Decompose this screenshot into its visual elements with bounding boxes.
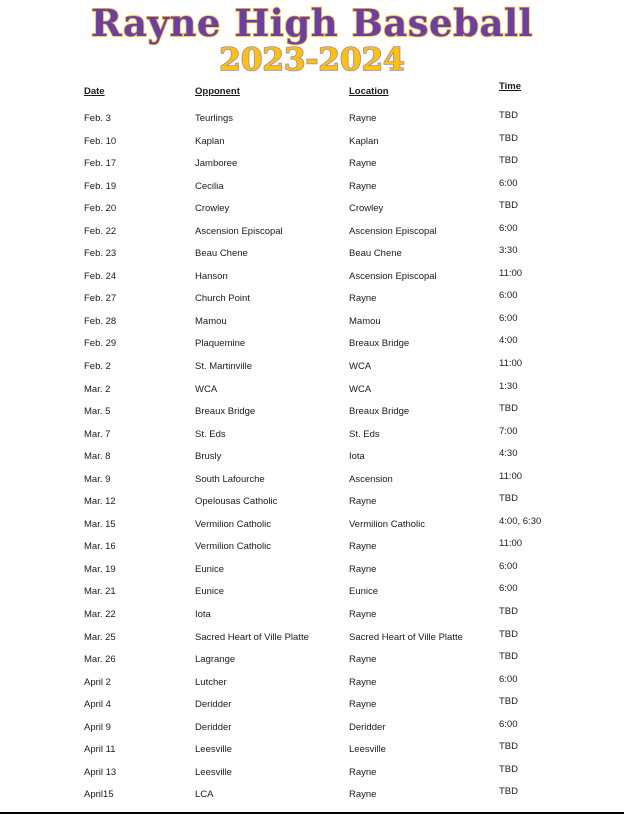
cell-opponent: St. Eds — [195, 428, 226, 440]
cell-time: 7:00 — [499, 425, 518, 437]
cell-opponent: Church Point — [195, 293, 250, 305]
cell-location: Beau Chene — [349, 248, 402, 260]
cell-location: Crowley — [349, 203, 384, 215]
bottom-divider — [0, 812, 624, 814]
cell-date: Mar. 2 — [84, 383, 111, 395]
cell-date: Feb. 29 — [84, 338, 117, 350]
cell-location: Rayne — [349, 113, 377, 124]
cell-date: Feb. 27 — [84, 293, 117, 305]
cell-opponent: Lagrange — [195, 654, 236, 666]
cell-date: Feb. 3 — [84, 113, 111, 124]
cell-time: 1:30 — [499, 380, 518, 392]
cell-date: Mar. 16 — [84, 541, 116, 553]
table-row — [0, 403, 624, 429]
cell-date: Mar. 7 — [84, 428, 111, 440]
column-header-date: Date — [84, 86, 105, 97]
cell-date: Feb. 10 — [84, 135, 117, 147]
table-row — [0, 155, 624, 181]
cell-opponent: Deridder — [195, 699, 232, 711]
cell-time: 4:00, 6:30 — [499, 515, 542, 527]
cell-date: Mar. 12 — [84, 496, 116, 508]
cell-date: Mar. 15 — [84, 518, 116, 530]
cell-date: Feb. 24 — [84, 270, 117, 282]
cell-location: WCA — [349, 383, 372, 395]
cell-time: 6:00 — [499, 290, 518, 302]
cell-date: Feb. 23 — [84, 248, 117, 260]
cell-time: 11:00 — [499, 358, 523, 370]
table-row — [0, 763, 624, 790]
table-row — [0, 583, 624, 609]
table-row — [0, 245, 624, 271]
cell-time: TBD — [499, 696, 518, 708]
cell-opponent: Teurlings — [195, 113, 234, 124]
cell-time: TBD — [499, 741, 518, 753]
cell-opponent: Cecilia — [195, 180, 224, 192]
cell-opponent: Plaquemine — [195, 338, 246, 350]
table-row — [0, 606, 624, 632]
table-row — [0, 786, 624, 812]
cell-time: 6:00 — [499, 177, 518, 189]
table-row — [0, 741, 624, 767]
cell-time: 4:00 — [499, 335, 518, 347]
column-header-opponent: Opponent — [195, 86, 240, 97]
cell-opponent: Breaux Bridge — [195, 406, 256, 418]
cell-opponent: Beau Chene — [195, 248, 248, 260]
table-row — [0, 267, 624, 294]
cell-opponent: South Lafourche — [195, 473, 265, 485]
schedule-table — [0, 81, 624, 812]
cell-opponent: WCA — [195, 383, 218, 395]
table-row — [0, 718, 624, 745]
cell-location: Eunice — [349, 586, 379, 598]
cell-opponent: Leesville — [195, 744, 232, 756]
table-row — [0, 628, 624, 655]
cell-date: April 9 — [84, 721, 111, 733]
cell-location: Rayne — [349, 789, 377, 801]
table-row — [0, 448, 624, 474]
table-row — [0, 380, 624, 407]
cell-opponent: St. Martinville — [195, 361, 253, 373]
cell-location: Ascension Episcopal — [349, 225, 437, 237]
cell-opponent: Vermilion Catholic — [195, 541, 272, 553]
cell-location: Rayne — [349, 496, 377, 508]
cell-opponent: Leesville — [195, 766, 232, 778]
cell-opponent: Hanson — [195, 270, 228, 282]
table-row — [0, 515, 624, 542]
cell-time: 11:00 — [499, 538, 523, 550]
cell-date: Feb. 19 — [84, 180, 117, 192]
cell-time: 6:00 — [499, 560, 518, 572]
cell-date: April 4 — [84, 699, 111, 711]
cell-date: April15 — [84, 789, 114, 801]
cell-opponent: LCA — [195, 789, 214, 801]
cell-opponent: Ascension Episcopal — [195, 225, 283, 237]
cell-opponent: Eunice — [195, 586, 225, 598]
cell-opponent: Iota — [195, 609, 211, 621]
table-row — [0, 177, 624, 204]
table-row — [0, 560, 624, 587]
table-row — [0, 696, 624, 722]
cell-time: 11:00 — [499, 470, 523, 482]
cell-opponent: Opelousas Catholic — [195, 496, 278, 508]
cell-date: April 2 — [84, 676, 111, 688]
cell-location: Rayne — [349, 180, 377, 192]
cell-opponent: Sacred Heart of Ville Platte — [195, 631, 309, 643]
table-row — [0, 538, 624, 564]
cell-date: April 13 — [84, 766, 117, 778]
cell-location: Rayne — [349, 563, 377, 575]
table-row — [0, 312, 624, 339]
table-row — [0, 651, 624, 677]
column-header-time: Time — [499, 81, 522, 92]
cell-date: Feb. 20 — [84, 203, 117, 215]
table-row — [0, 470, 624, 497]
cell-date: Mar. 9 — [84, 473, 111, 485]
cell-time: TBD — [499, 155, 518, 167]
cell-date: Mar. 19 — [84, 563, 116, 575]
cell-location: Vermilion Catholic — [349, 518, 426, 530]
table-row — [0, 200, 624, 226]
cell-time: 4:30 — [499, 448, 518, 460]
cell-time: 3:30 — [499, 245, 518, 257]
cell-date: Mar. 25 — [84, 631, 116, 643]
cell-date: April 11 — [84, 744, 116, 756]
cell-time: TBD — [499, 403, 518, 415]
cell-date: Feb. 17 — [84, 158, 117, 170]
cell-opponent: Lutcher — [195, 676, 227, 688]
table-row — [0, 132, 624, 159]
cell-opponent: Kaplan — [195, 135, 225, 147]
cell-date: Mar. 26 — [84, 654, 116, 666]
cell-date: Feb. 22 — [84, 225, 117, 237]
cell-location: Deridder — [349, 721, 386, 733]
cell-opponent: Mamou — [195, 315, 227, 327]
cell-location: Rayne — [349, 766, 377, 778]
table-body — [0, 110, 624, 812]
cell-time: 6:00 — [499, 222, 518, 234]
cell-time: 6:00 — [499, 673, 518, 685]
cell-location: Kaplan — [349, 135, 379, 147]
cell-location: Ascension — [349, 473, 393, 485]
cell-date: Mar. 8 — [84, 451, 111, 463]
table-row — [0, 222, 624, 249]
cell-location: Ascension Episcopal — [349, 270, 437, 282]
cell-location: Rayne — [349, 676, 377, 688]
cell-time: TBD — [499, 132, 518, 144]
table-row — [0, 673, 624, 700]
table-row — [0, 290, 624, 316]
cell-location: Rayne — [349, 699, 377, 711]
cell-location: Sacred Heart of Ville Platte — [349, 631, 463, 643]
table-row — [0, 358, 624, 384]
table-row — [0, 110, 624, 136]
cell-time: 6:00 — [499, 583, 518, 595]
cell-time: TBD — [499, 628, 518, 640]
page-title: Rayne High Baseball — [90, 1, 534, 45]
cell-location: St. Eds — [349, 428, 380, 440]
cell-location: Rayne — [349, 158, 377, 170]
cell-location: Rayne — [349, 609, 377, 621]
cell-date: Feb. 28 — [84, 315, 117, 327]
table-row — [0, 335, 624, 361]
cell-location: Leesville — [349, 744, 386, 756]
cell-date: Mar. 5 — [84, 406, 111, 418]
cell-time: TBD — [499, 786, 518, 798]
cell-time: TBD — [499, 651, 518, 663]
cell-location: Rayne — [349, 541, 377, 553]
cell-time: TBD — [499, 606, 518, 618]
cell-time: 11:00 — [499, 267, 523, 279]
cell-opponent: Crowley — [195, 203, 230, 215]
cell-location: Breaux Bridge — [349, 338, 410, 350]
table-row — [0, 425, 624, 452]
cell-time: 6:00 — [499, 312, 518, 324]
cell-location: Breaux Bridge — [349, 406, 410, 418]
cell-time: TBD — [499, 763, 518, 775]
cell-time: TBD — [499, 493, 518, 505]
cell-opponent: Eunice — [195, 563, 225, 575]
table-header-row — [0, 81, 624, 113]
cell-location: Iota — [349, 451, 365, 463]
cell-time: TBD — [499, 110, 518, 121]
cell-time: 6:00 — [499, 718, 518, 730]
cell-opponent: Deridder — [195, 721, 232, 733]
cell-opponent: Vermilion Catholic — [195, 518, 272, 530]
cell-date: Mar. 22 — [84, 609, 116, 621]
cell-opponent: Brusly — [195, 451, 222, 463]
cell-location: Mamou — [349, 315, 381, 327]
cell-opponent: Jamboree — [195, 158, 238, 170]
cell-time: TBD — [499, 200, 518, 212]
column-header-location: Location — [349, 86, 389, 97]
cell-date: Mar. 21 — [84, 586, 116, 598]
season-subtitle: 2023-2024 — [219, 42, 405, 78]
cell-location: Rayne — [349, 293, 377, 305]
cell-location: WCA — [349, 361, 372, 373]
cell-location: Rayne — [349, 654, 377, 666]
cell-date: Feb. 2 — [84, 361, 111, 373]
